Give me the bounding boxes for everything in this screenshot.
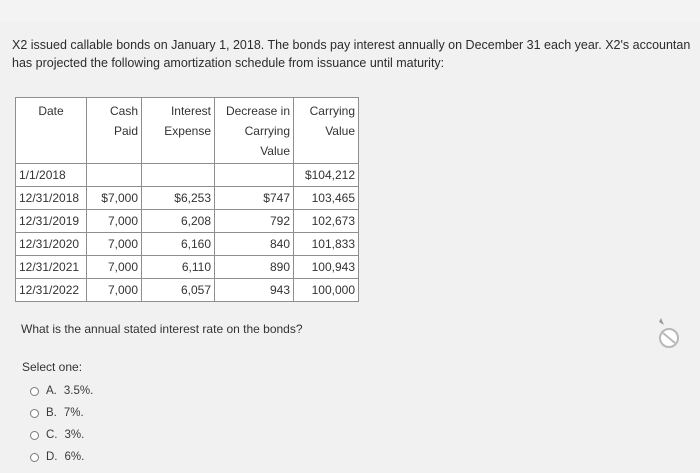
cell-carrying: 102,673 — [294, 210, 359, 233]
cell-decrease: 943 — [215, 279, 294, 302]
cell-carrying: 101,833 — [294, 233, 359, 256]
radio-button[interactable] — [30, 431, 39, 440]
table-row — [16, 210, 359, 233]
cell-decrease: $747 — [215, 187, 294, 210]
option-b[interactable] — [30, 402, 93, 424]
pin-icon — [655, 316, 681, 350]
cell-cash: 7,000 — [87, 256, 142, 279]
option-text: 3%. — [64, 429, 85, 441]
cell-cash — [87, 164, 142, 187]
header-interest-expense: Interest Expense — [142, 98, 215, 164]
option-text: 7%. — [63, 407, 84, 419]
cell-carrying: 100,943 — [294, 256, 359, 279]
option-letter: A. — [46, 385, 57, 397]
header-carrying-value: Carrying Value — [294, 98, 359, 164]
option-text: 3.5%. — [63, 385, 94, 397]
cell-carrying: 100,000 — [294, 279, 359, 302]
cell-date: 1/1/2018 — [16, 164, 87, 187]
cell-cash: 7,000 — [87, 210, 142, 233]
question-panel — [0, 22, 700, 473]
pin-remove-icon[interactable] — [655, 316, 681, 355]
intro-line-2: has projected the following amortization schedule from issuance until maturity: — [12, 56, 445, 70]
cell-cash: 7,000 — [87, 279, 142, 302]
cell-interest — [142, 164, 215, 187]
cell-decrease: 890 — [215, 256, 294, 279]
cell-cash: 7,000 — [87, 233, 142, 256]
top-band — [0, 0, 700, 22]
question-text: What is the annual stated interest rate on the bonds? — [21, 322, 303, 336]
radio-button[interactable] — [30, 453, 39, 462]
option-text: 6%. — [64, 451, 85, 463]
table-row — [16, 279, 359, 302]
table-row — [16, 164, 359, 187]
cell-decrease — [215, 164, 294, 187]
cell-interest: 6,160 — [142, 233, 215, 256]
cell-decrease: 792 — [215, 210, 294, 233]
cell-interest: 6,057 — [142, 279, 215, 302]
cell-date: 12/31/2018 — [16, 187, 87, 210]
answer-options — [30, 380, 93, 468]
amortization-table — [15, 97, 359, 302]
cell-carrying: 103,465 — [294, 187, 359, 210]
cell-decrease: 840 — [215, 233, 294, 256]
option-letter: C. — [46, 429, 58, 441]
cell-interest: $6,253 — [142, 187, 215, 210]
cell-cash: $7,000 — [87, 187, 142, 210]
radio-button[interactable] — [30, 409, 39, 418]
cell-date: 12/31/2019 — [16, 210, 87, 233]
option-letter: B. — [46, 407, 57, 419]
option-d[interactable] — [30, 446, 93, 468]
header-decrease-in-carrying-value: Decrease in Carrying Value — [215, 98, 294, 164]
table-row — [16, 256, 359, 279]
cell-date: 12/31/2020 — [16, 233, 87, 256]
option-a[interactable] — [30, 380, 93, 402]
cell-interest: 6,208 — [142, 210, 215, 233]
radio-button[interactable] — [30, 387, 39, 396]
table-header-row — [16, 98, 359, 164]
header-cash-paid: Cash Paid — [87, 98, 142, 164]
option-letter: D. — [46, 451, 58, 463]
cell-interest: 6,110 — [142, 256, 215, 279]
intro-line-1: X2 issued callable bonds on January 1, 2018. The bonds pay interest annually on December 31 each year. X2's accountan — [12, 38, 691, 52]
question-intro — [12, 36, 700, 72]
option-c[interactable] — [30, 424, 93, 446]
table-row — [16, 233, 359, 256]
select-one-label: Select one: — [22, 360, 83, 374]
table-row — [16, 187, 359, 210]
header-date: Date — [16, 98, 87, 164]
cell-date: 12/31/2022 — [16, 279, 87, 302]
cell-date: 12/31/2021 — [16, 256, 87, 279]
cell-carrying: $104,212 — [294, 164, 359, 187]
